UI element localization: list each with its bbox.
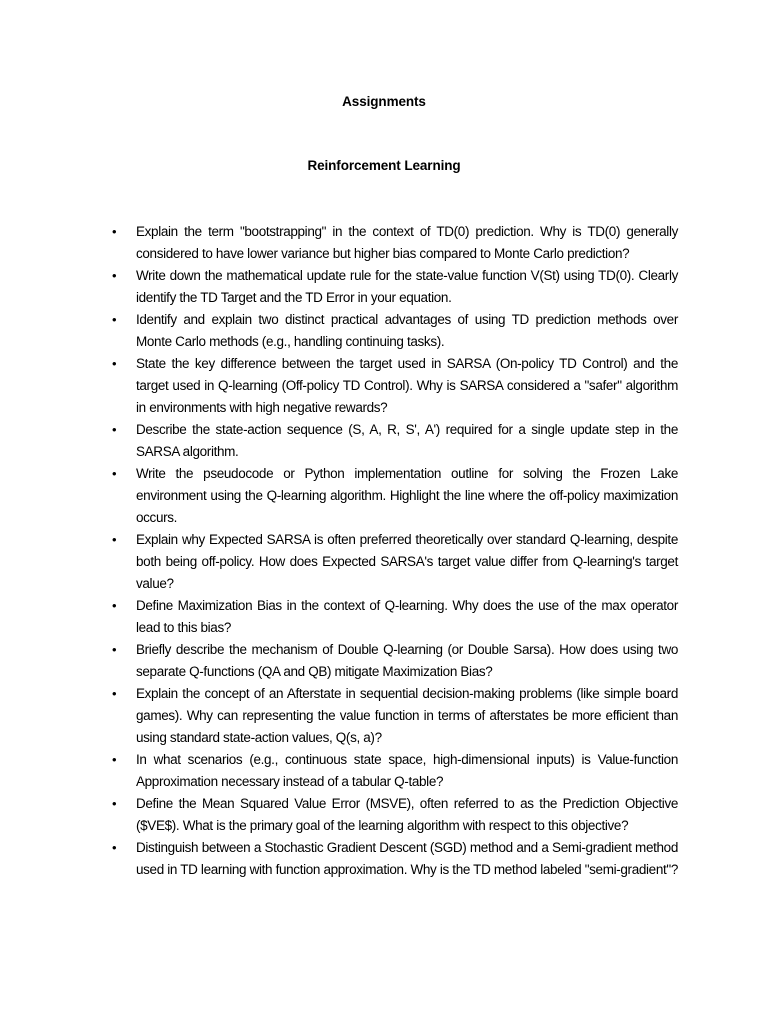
question-text: Write the pseudocode or Python implementation outline for solving the Frozen Lake environment using the Q-learning algorithm. Highlight the line where the off-policy maximization occurs. xyxy=(136,466,678,525)
question-text: Define Maximization Bias in the context of Q-learning. Why does the use of the max operator lead to this bias? xyxy=(136,598,678,635)
question-text: Briefly describe the mechanism of Double Q-learning (or Double Sarsa). How does using two separate Q-functions (QA and QB) mitigate Maximization Bias? xyxy=(136,642,678,679)
bullet-icon: • xyxy=(112,422,117,437)
question-text: In what scenarios (e.g., continuous state space, high-dimensional inputs) is Value-function Approximation necessary instead of a tabular Q-table? xyxy=(136,752,678,789)
bullet-icon: • xyxy=(112,312,117,327)
question-item xyxy=(112,639,678,683)
question-item xyxy=(112,221,678,265)
bullet-icon: • xyxy=(112,840,117,855)
bullet-icon: • xyxy=(112,268,117,283)
bullet-icon: • xyxy=(112,356,117,371)
bullet-icon: • xyxy=(112,224,117,239)
question-item xyxy=(112,837,678,881)
question-item xyxy=(112,595,678,639)
question-text: Explain the concept of an Afterstate in sequential decision-making problems (like simple board games). Why can representing the value function in terms of afterstates be more efficient than using standard state-action values, Q(s, a)? xyxy=(136,686,678,745)
question-item xyxy=(112,419,678,463)
bullet-icon: • xyxy=(112,466,117,481)
question-text: Write down the mathematical update rule for the state-value function V(St) using TD(0). Clearly identify the TD Target and the TD Error in your equation. xyxy=(136,268,678,305)
question-item xyxy=(112,353,678,419)
question-text: Describe the state-action sequence (S, A, R, S', A') required for a single update step in the SARSA algorithm. xyxy=(136,422,678,459)
bullet-icon: • xyxy=(112,532,117,547)
bullet-icon: • xyxy=(112,642,117,657)
bullet-icon: • xyxy=(112,796,117,811)
question-list xyxy=(112,221,678,881)
question-text: Explain why Expected SARSA is often preferred theoretically over standard Q-learning, despite both being off-policy. How does Expected SARSA's target value differ from Q-learning's target value? xyxy=(136,532,678,591)
bullet-icon: • xyxy=(112,686,117,701)
question-item xyxy=(112,463,678,529)
question-item xyxy=(112,683,678,749)
bullet-icon: • xyxy=(112,752,117,767)
question-item xyxy=(112,529,678,595)
question-item xyxy=(112,265,678,309)
question-text: Define the Mean Squared Value Error (MSVE), often referred to as the Prediction Objective ($VE$). What is the primary goal of the learning algorithm with respect to this objective? xyxy=(136,796,678,833)
document-title: Assignments xyxy=(342,94,426,109)
question-text: Distinguish between a Stochastic Gradient Descent (SGD) method and a Semi-gradient method used in TD learning with function approximation. Why is the TD method labeled "semi-gradient"? xyxy=(136,840,678,877)
bullet-icon: • xyxy=(112,598,117,613)
question-item xyxy=(112,309,678,353)
question-text: Identify and explain two distinct practical advantages of using TD prediction methods over Monte Carlo methods (e.g., handling continuing tasks). xyxy=(136,312,678,349)
question-item xyxy=(112,793,678,837)
question-item xyxy=(112,749,678,793)
question-text: Explain the term "bootstrapping" in the context of TD(0) prediction. Why is TD(0) generally considered to have lower variance but higher bias compared to Monte Carlo prediction? xyxy=(136,224,678,261)
document-subtitle: Reinforcement Learning xyxy=(307,158,461,173)
question-text: State the key difference between the target used in SARSA (On-policy TD Control) and the target used in Q-learning (Off-policy TD Control). Why is SARSA considered a "safer" algorithm in environments with high negative rewards? xyxy=(136,356,678,415)
